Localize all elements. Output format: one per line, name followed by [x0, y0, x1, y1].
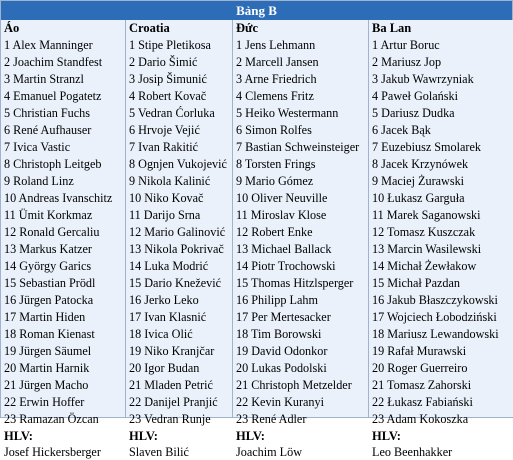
- player-item: 8 Ognjen Vukojević: [129, 157, 227, 171]
- player-item: 7 Euzebiusz Smolarek: [372, 140, 481, 154]
- player-item: 12 Robert Enke: [236, 225, 313, 239]
- player-item: 2 Dario Šimić: [129, 55, 198, 69]
- team-name: Ba Lan: [372, 21, 412, 35]
- player-item: 1 Artur Boruc: [372, 38, 440, 52]
- player-item: 21 Tomasz Zahorski: [372, 378, 472, 392]
- player-item: 22 Kevin Kuranyi: [236, 395, 325, 409]
- player-item: 14 Luka Modrić: [129, 259, 209, 273]
- coach-label: HLV:: [4, 429, 33, 443]
- player-item: 2 Mariusz Jop: [372, 55, 442, 69]
- player-item: 19 Niko Kranjčar: [129, 344, 215, 358]
- coach-name: Slaven Bilić: [129, 445, 189, 459]
- team-name: Croatia: [129, 21, 170, 35]
- player-item: 7 Bastian Schweinsteiger: [236, 140, 360, 154]
- player-item: 6 Simon Rolfes: [236, 123, 312, 137]
- player-item: 23 Adam Kokoszka: [372, 412, 469, 426]
- player-item: 5 Vedran Ćorluka: [129, 106, 215, 120]
- player-item: 15 Michał Pazdan: [372, 276, 460, 290]
- player-item: 13 Michael Ballack: [236, 242, 332, 256]
- team-columns: [1, 20, 512, 459]
- player-item: 15 Dario Knežević: [129, 276, 222, 290]
- player-item: 17 Martin Hiden: [4, 310, 86, 324]
- player-item: 3 Josip Šimunić: [129, 72, 207, 86]
- player-item: 16 Jürgen Patocka: [4, 293, 94, 307]
- player-item: 23 Ramazan Özcan: [4, 412, 99, 426]
- player-item: 16 Jerko Leko: [129, 293, 199, 307]
- player-item: 20 Igor Budan: [129, 361, 200, 375]
- player-list: [1, 37, 125, 428]
- player-item: 8 Jacek Krzynówek: [372, 157, 469, 171]
- player-item: 6 René Aufhauser: [4, 123, 92, 137]
- player-item: 11 Miroslav Klose: [236, 208, 327, 222]
- player-item: 3 Arne Friedrich: [236, 72, 317, 86]
- player-item: 2 Marcell Jansen: [236, 55, 319, 69]
- player-item: 10 Andreas Ivanschitz: [4, 191, 113, 205]
- player-item: 20 Lukas Podolski: [236, 361, 327, 375]
- player-item: 17 Per Mertesacker: [236, 310, 331, 324]
- player-item: 13 Marcin Wasilewski: [372, 242, 482, 256]
- player-list: [126, 37, 233, 428]
- player-item: 22 Łukasz Fabiański: [372, 395, 473, 409]
- team-column-poland: [368, 20, 513, 459]
- player-item: 4 Robert Kovač: [129, 89, 207, 103]
- player-item: 18 Mariusz Lewandowski: [372, 327, 499, 341]
- team-name: Áo: [4, 21, 20, 35]
- player-list: [369, 37, 513, 428]
- player-item: 13 Markus Katzer: [4, 242, 92, 256]
- player-item: 15 Sebastian Prödl: [4, 276, 96, 290]
- player-item: 18 Tim Borowski: [236, 327, 322, 341]
- table-title: Bảng B: [1, 1, 512, 20]
- player-item: 17 Ivan Klasnić: [129, 310, 207, 324]
- player-item: 2 Joachim Standfest: [4, 55, 103, 69]
- player-item: 1 Stipe Pletikosa: [129, 38, 211, 52]
- player-item: 1 Alex Manninger: [4, 38, 93, 52]
- player-item: 14 Michał Żewłakow: [372, 259, 477, 273]
- player-item: 12 Mario Galinović: [129, 225, 226, 239]
- player-item: 13 Nikola Pokrivač: [129, 242, 224, 256]
- player-item: 6 Jacek Bąk: [372, 123, 431, 137]
- player-item: 23 René Adler: [236, 412, 307, 426]
- player-item: 22 Erwin Hoffer: [4, 395, 85, 409]
- player-item: 21 Christoph Metzelder: [236, 378, 352, 392]
- player-item: 4 Clemens Fritz: [236, 89, 314, 103]
- team-name: Đức: [236, 21, 259, 35]
- player-item: 4 Paweł Golański: [372, 89, 458, 103]
- team-column-austria: [1, 20, 125, 459]
- player-item: 6 Hrvoje Vejić: [129, 123, 200, 137]
- player-item: 3 Jakub Wawrzyniak: [372, 72, 474, 86]
- player-item: 18 Ivica Olić: [129, 327, 193, 341]
- player-item: 19 Jürgen Säumel: [4, 344, 92, 358]
- coach-label: HLV:: [372, 429, 401, 443]
- player-item: 23 Vedran Runje: [129, 412, 211, 426]
- player-item: 12 Ronald Gercaliu: [4, 225, 100, 239]
- player-item: 20 Martin Harnik: [4, 361, 90, 375]
- player-item: 21 Mladen Petrić: [129, 378, 213, 392]
- player-item: 21 Jürgen Macho: [4, 378, 89, 392]
- team-column-croatia: [125, 20, 233, 459]
- player-item: 9 Nikola Kalinić: [129, 174, 211, 188]
- coach-name: Joachim Löw: [236, 445, 303, 459]
- player-item: 19 Rafał Murawski: [372, 344, 467, 358]
- player-item: 22 Danijel Pranjić: [129, 395, 218, 409]
- player-item: 16 Jakub Błaszczykowski: [372, 293, 498, 307]
- player-list: [233, 37, 369, 428]
- player-item: 11 Marek Saganowski: [372, 208, 481, 222]
- player-item: 5 Heiko Westermann: [236, 106, 339, 120]
- player-item: 9 Roland Linz: [4, 174, 74, 188]
- coach-name: Josef Hickersberger: [4, 445, 101, 459]
- player-item: 16 Philipp Lahm: [236, 293, 318, 307]
- player-item: 8 Christoph Leitgeb: [4, 157, 102, 171]
- player-item: 1 Jens Lehmann: [236, 38, 316, 52]
- player-item: 7 Ivan Rakitić: [129, 140, 199, 154]
- player-item: 19 David Odonkor: [236, 344, 328, 358]
- team-column-germany: [232, 20, 369, 459]
- player-item: 14 Piotr Trochowski: [236, 259, 336, 273]
- player-item: 4 Emanuel Pogatetz: [4, 89, 102, 103]
- player-item: 9 Maciej Żurawski: [372, 174, 465, 188]
- player-item: 3 Martin Stranzl: [4, 72, 84, 86]
- coach-label: HLV:: [129, 429, 158, 443]
- player-item: 20 Roger Guerreiro: [372, 361, 468, 375]
- player-item: 10 Niko Kovač: [129, 191, 204, 205]
- player-item: 12 Tomasz Kuszczak: [372, 225, 476, 239]
- player-item: 9 Mario Gómez: [236, 174, 314, 188]
- player-item: 7 Ivica Vastic: [4, 140, 71, 154]
- player-item: 10 Łukasz Garguła: [372, 191, 465, 205]
- player-item: 10 Oliver Neuville: [236, 191, 328, 205]
- player-item: 8 Torsten Frings: [236, 157, 316, 171]
- player-item: 11 Ümit Korkmaz: [4, 208, 93, 222]
- coach-name: Leo Beenhakker: [372, 445, 453, 459]
- player-item: 5 Dariusz Dudka: [372, 106, 455, 120]
- player-item: 17 Wojciech Łobodziński: [372, 310, 497, 324]
- player-item: 15 Thomas Hitzlsperger: [236, 276, 354, 290]
- coach-label: HLV:: [236, 429, 265, 443]
- player-item: 14 György Garics: [4, 259, 92, 273]
- player-item: 11 Darijo Srna: [129, 208, 201, 222]
- player-item: 5 Christian Fuchs: [4, 106, 90, 120]
- player-item: 18 Roman Kienast: [4, 327, 95, 341]
